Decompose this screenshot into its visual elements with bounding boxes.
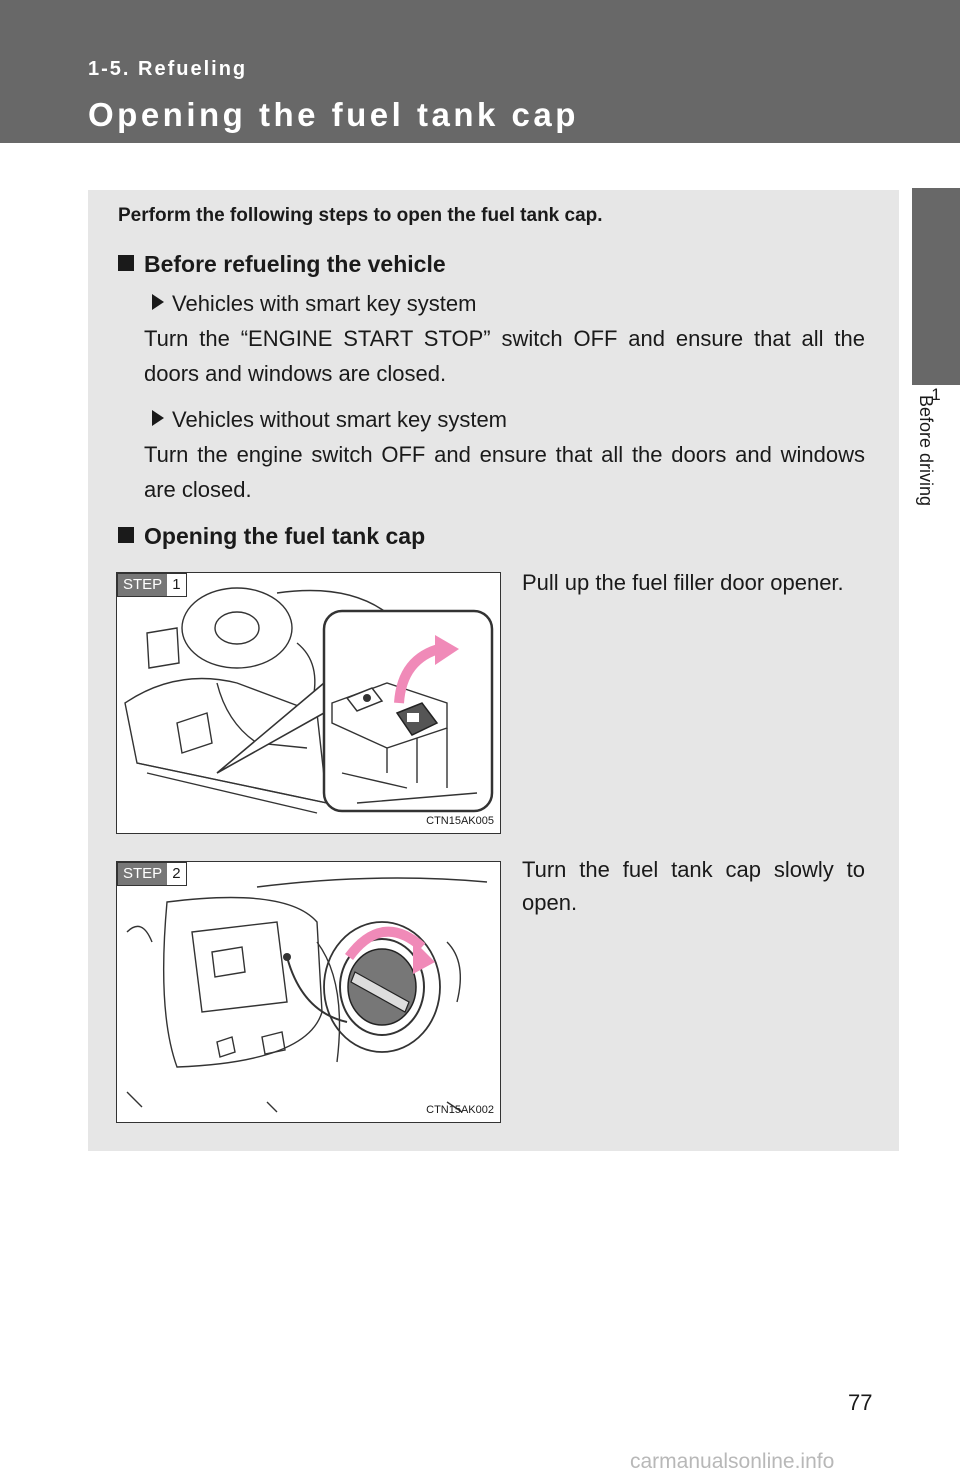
page-title: Opening the fuel tank cap xyxy=(88,96,579,133)
figure-step-1 xyxy=(116,572,501,834)
figure-code: CTN15AK002 xyxy=(426,1104,494,1116)
triangle-bullet-icon xyxy=(152,410,164,426)
step-1-text: Pull up the fuel filler door opener. xyxy=(522,570,844,595)
smart-key-label: Vehicles with smart key system xyxy=(152,291,476,317)
page-number: 77 xyxy=(848,1390,873,1415)
chapter-tab xyxy=(912,188,960,385)
step-badge-2: STEP 2 xyxy=(117,862,187,886)
triangle-bullet-icon xyxy=(152,294,164,310)
fuel-cap-illustration xyxy=(117,862,500,1122)
section-label: 1-5. Refueling xyxy=(88,58,248,80)
fuel-door-opener-illustration xyxy=(117,573,500,833)
square-bullet-icon xyxy=(118,527,134,543)
heading-before-refueling: Before refueling the vehicle xyxy=(118,251,446,278)
figure-code: CTN15AK005 xyxy=(426,815,494,827)
chapter-tab-number: 1 xyxy=(931,385,941,404)
no-smart-key-label: Vehicles without smart key system xyxy=(152,407,507,433)
chapter-tab-label: Before driving xyxy=(916,395,936,507)
watermark: carmanualsonline.info xyxy=(630,1450,835,1473)
step-2-text: Turn the fuel tank cap slowly to open. xyxy=(522,857,865,915)
heading-opening-cap: Opening the fuel tank cap xyxy=(118,523,425,550)
no-smart-key-text: Turn the engine switch OFF and ensure that all the doors and windows are closed. xyxy=(144,442,865,502)
figure-step-2 xyxy=(116,861,501,1123)
intro-text: Perform the following steps to open the fuel tank cap. xyxy=(118,205,603,226)
smart-key-text: Turn the “ENGINE START STOP” switch OFF and ensure that all the doors and windows are closed. xyxy=(144,326,865,386)
step-badge-1: STEP 1 xyxy=(117,573,187,597)
square-bullet-icon xyxy=(118,255,134,271)
